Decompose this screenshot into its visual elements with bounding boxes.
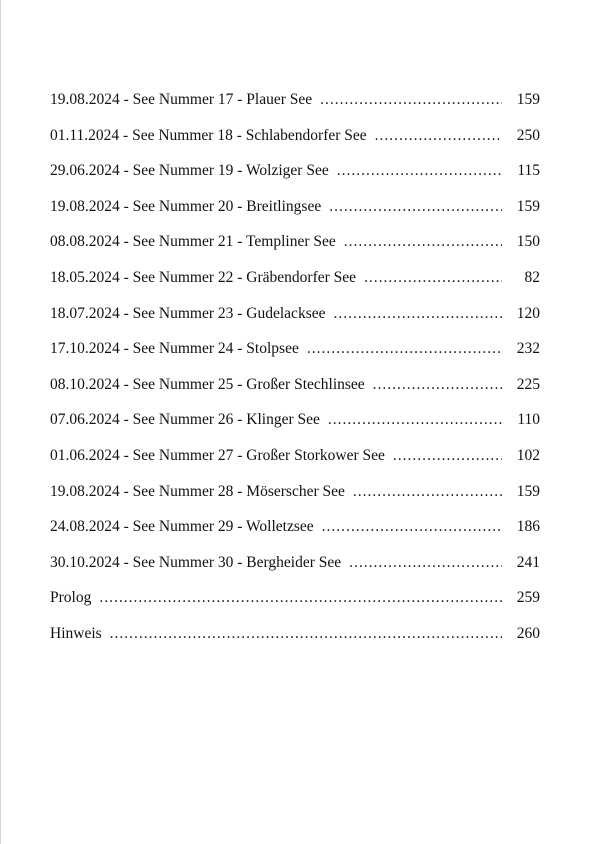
toc-entry-title: 01.06.2024 - See Nummer 27 - Großer Storkower See: [50, 446, 385, 464]
toc-entry: [50, 411, 540, 447]
toc-entry: [50, 198, 540, 234]
toc-entry-page: 232: [516, 340, 540, 358]
toc-dot-leader: [349, 554, 502, 572]
toc-entry-page: 110: [517, 411, 540, 429]
toc-entry: [50, 554, 540, 590]
toc-entry: [50, 518, 540, 554]
toc-dot-leader: [110, 625, 502, 643]
toc-entry-hinweis: [50, 625, 540, 661]
toc-entry-page: 159: [516, 197, 540, 215]
toc-entry-title: Hinweis: [50, 624, 102, 642]
toc-entry-title: 08.10.2024 - See Nummer 25 - Großer Stechlinsee: [50, 375, 365, 393]
toc-entry-title: 17.10.2024 - See Nummer 24 - Stolpsee: [50, 340, 299, 358]
toc-entry-title: 19.08.2024 - See Nummer 20 - Breitlingsee: [50, 197, 322, 215]
toc-entry-page: 159: [516, 91, 540, 108]
toc-dot-leader: [375, 127, 502, 145]
toc-dot-leader: [353, 483, 502, 501]
toc-entry: [50, 483, 540, 519]
toc-entry-page: 259: [516, 589, 540, 607]
toc-entry-title: 18.05.2024 - See Nummer 22 - Gräbendorfer See: [50, 268, 357, 286]
toc-entry-title: 01.11.2024 - See Nummer 18 - Schlabendorfer See: [50, 126, 367, 144]
toc-entry: [50, 91, 540, 127]
toc-entry-page: 102: [516, 446, 540, 464]
toc-entry-page: 150: [516, 233, 540, 251]
toc-entry-page: 115: [517, 162, 540, 180]
toc-entry-title: 19.08.2024 - See Nummer 17 - Plauer See: [50, 91, 313, 108]
toc-entry: [50, 340, 540, 376]
toc-entry: [50, 376, 540, 412]
toc-entry-prolog: [50, 589, 540, 625]
toc-entry: [50, 269, 540, 305]
toc-entry: [50, 447, 540, 483]
toc-dot-leader: [373, 376, 502, 394]
toc-entry-page: 82: [524, 268, 540, 286]
toc-entry-title: 24.08.2024 - See Nummer 29 - Wolletzsee: [50, 518, 314, 536]
toc-entry-title: 19.08.2024 - See Nummer 28 - Möserscher See: [50, 482, 345, 500]
toc-entry-title: 18.07.2024 - See Nummer 23 - Gudelacksee: [50, 304, 326, 322]
table-of-contents: [50, 91, 540, 661]
toc-dot-leader: [328, 411, 502, 429]
toc-entry-page: 186: [516, 518, 540, 536]
toc-dot-leader: [393, 447, 502, 465]
toc-entry-page: 120: [516, 304, 540, 322]
toc-entry: [50, 127, 540, 163]
toc-entry: [50, 305, 540, 341]
toc-dot-leader: [99, 589, 502, 607]
toc-entry: [50, 233, 540, 269]
toc-dot-leader: [337, 162, 502, 180]
toc-entry-page: 250: [516, 126, 540, 144]
toc-entry: [50, 162, 540, 198]
toc-entry-title: 07.06.2024 - See Nummer 26 - Klinger See: [50, 411, 320, 429]
toc-entry-title: 30.10.2024 - See Nummer 30 - Bergheider See: [50, 553, 342, 571]
toc-dot-leader: [322, 518, 502, 536]
toc-entry-page: 241: [516, 553, 540, 571]
toc-dot-leader: [333, 305, 502, 323]
toc-dot-leader: [364, 269, 502, 287]
toc-entry-page: 260: [516, 624, 540, 642]
toc-entry-title: 08.08.2024 - See Nummer 21 - Templiner See: [50, 233, 336, 251]
toc-dot-leader: [329, 198, 502, 216]
toc-dot-leader: [344, 233, 502, 251]
toc-dot-leader: [307, 340, 502, 358]
toc-dot-leader: [320, 91, 502, 109]
toc-entry-title: Prolog: [50, 589, 92, 607]
toc-entry-title: 29.06.2024 - See Nummer 19 - Wolziger See: [50, 162, 329, 180]
toc-entry-page: 159: [516, 482, 540, 500]
toc-entry-page: 225: [516, 375, 540, 393]
